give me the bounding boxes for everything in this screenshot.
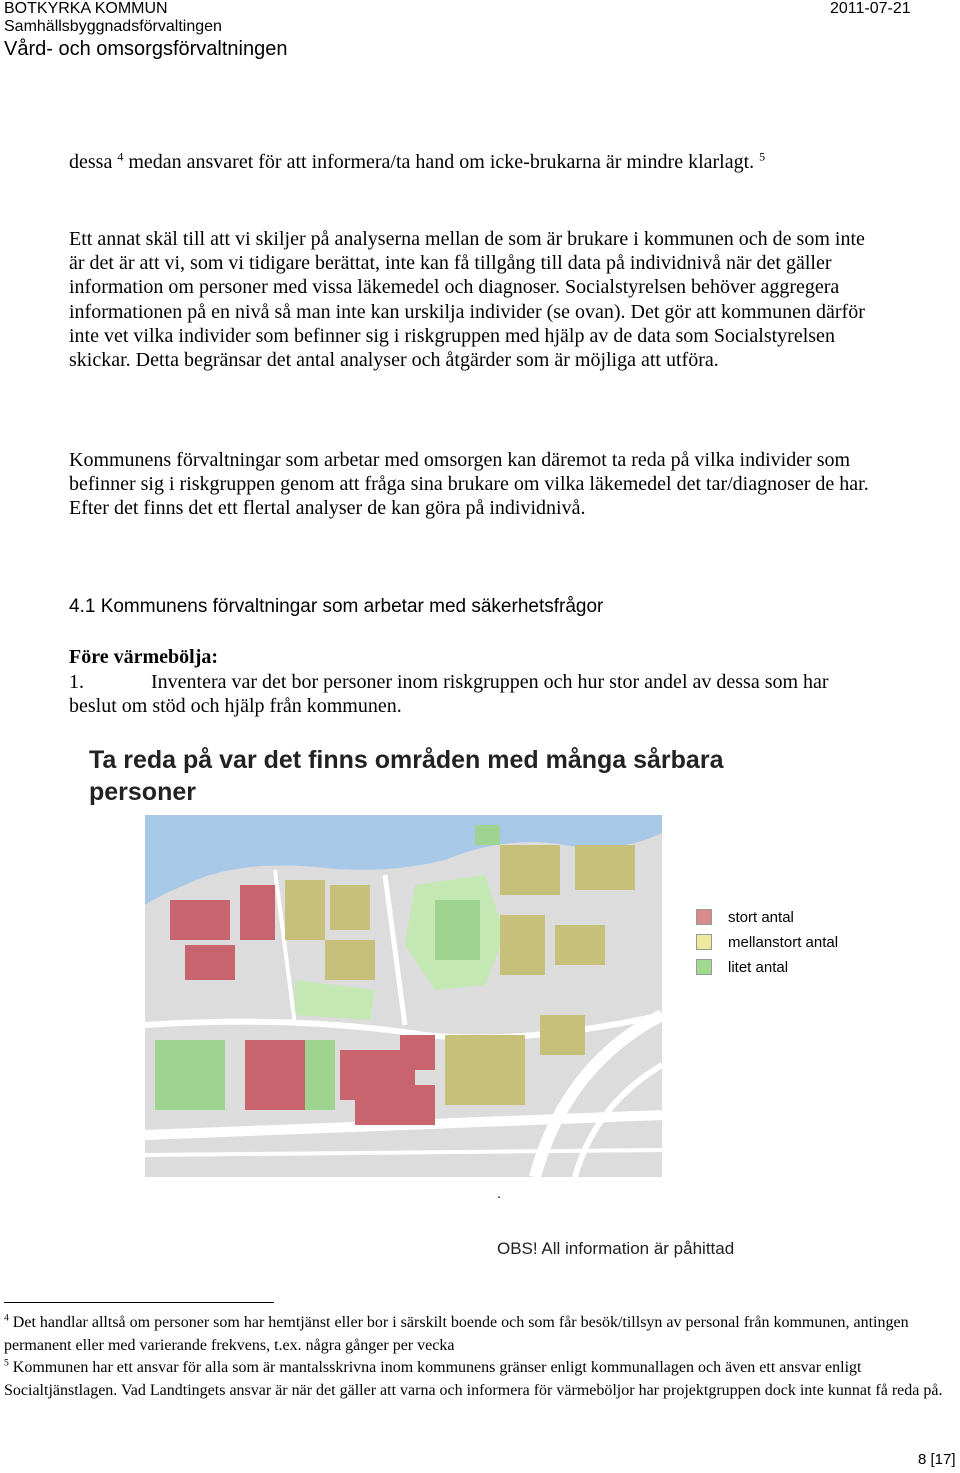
footnote-5-text: Kommunen har ett ansvar för alla som är mantalsskrivna inom kommunens gränser enligt kommunallagen och även ett ansvar enligt Socialtjänstlagen. Vad Landtingets ansvar är när det gäller att varna och informera för värmeböljor har projektgruppen dock inte kunnat få reda på. [4, 1359, 943, 1399]
legend-label-mid: mellanstort antal [728, 933, 839, 951]
legend-swatch-mid [696, 934, 712, 950]
footnote-5 [4, 1357, 944, 1402]
p1-text: dessa [69, 151, 113, 173]
figure-dot: . [497, 1185, 501, 1201]
list-number: 1. [69, 671, 84, 693]
legend-label-high: stort antal [728, 908, 794, 926]
paragraph-2 [69, 227, 869, 372]
legend-swatch-low [696, 959, 712, 975]
legend-label-low: litet antal [728, 958, 789, 976]
paragraph-3-text: Kommunens förvaltningar som arbetar med omsorgen kan däremot ta reda på vilka individer som befinner sig i riskgruppen genom att fråga sina brukare om vilka läkemedel det tar/diagnoser de har. Efter det finns det ett flertal analyser de kan göra på individnivå. [69, 449, 869, 520]
legend-item-mid [696, 930, 896, 954]
figure-note: OBS! All information är påhittad [497, 1239, 735, 1258]
footnote-4 [4, 1312, 944, 1357]
p1-text-2: medan ansvaret för att informera/ta hand om icke-brukarna är mindre klarlagt. [128, 151, 755, 173]
page-number: 8 [17] [918, 1451, 956, 1468]
subheading: Före värmebölja: [69, 646, 219, 668]
header-date: 2011-07-21 [830, 0, 911, 17]
footnote-separator [4, 1302, 274, 1303]
footnote-5-number: 5 [4, 1357, 9, 1369]
figure-title: Ta reda på var det finns områden med många sårbara personer [89, 746, 724, 806]
section-heading: 4.1 Kommunens förvaltningar som arbetar med säkerhetsfrågor [69, 596, 604, 617]
footnote-4-number: 4 [4, 1312, 9, 1324]
header-org: BOTKYRKA KOMMUN [4, 0, 168, 17]
header-dept1: Samhällsbyggnadsförvaltingen [4, 18, 222, 35]
footnote-ref-5[interactable]: 5 [759, 149, 766, 164]
paragraph-1 [69, 150, 869, 174]
list-text-content: Inventera var det bor personer inom riskgruppen och hur stor andel av dessa som har beslut om stöd och hjälp från kommunen. [69, 671, 829, 718]
header-dept2: Vård- och omsorgsförvaltningen [4, 38, 288, 60]
legend-item-low [696, 955, 896, 979]
paragraph-3 [69, 448, 869, 521]
list-text [69, 670, 829, 718]
paragraph-2-text: Ett annat skäl till att vi skiljer på analyserna mellan de som är brukare i kommunen och de som inte är det är att vi, som vi tidigare berättat, inte kan få tillgång till data på individnivå när det gäller information om personer med vissa läkemedel och diagnoser. Socialstyrelsen behöver aggregera informationen på en nivå så man inte kan urskilja individer (se ovan). Det gör att kommunen därför inte vet vilka individer som befinner sig i riskgruppen med hjälp av de data som Socialstyrelsen skickar. Detta begränsar det antal analyser och åtgärder som är möjliga att utföra. [69, 228, 865, 372]
map-image [145, 815, 662, 1177]
footnote-4-text: Det handlar alltså om personer som har hemtjänst eller bor i särskilt boende och som får besök/tillsyn av personal från kommunen, antingen permanent eller med varierande frekvens, t.ex. några gånger per vecka [4, 1314, 909, 1354]
map-legend [696, 905, 896, 979]
footnote-ref-4[interactable]: 4 [117, 149, 124, 164]
legend-swatch-high [696, 909, 712, 925]
legend-item-high [696, 905, 896, 929]
